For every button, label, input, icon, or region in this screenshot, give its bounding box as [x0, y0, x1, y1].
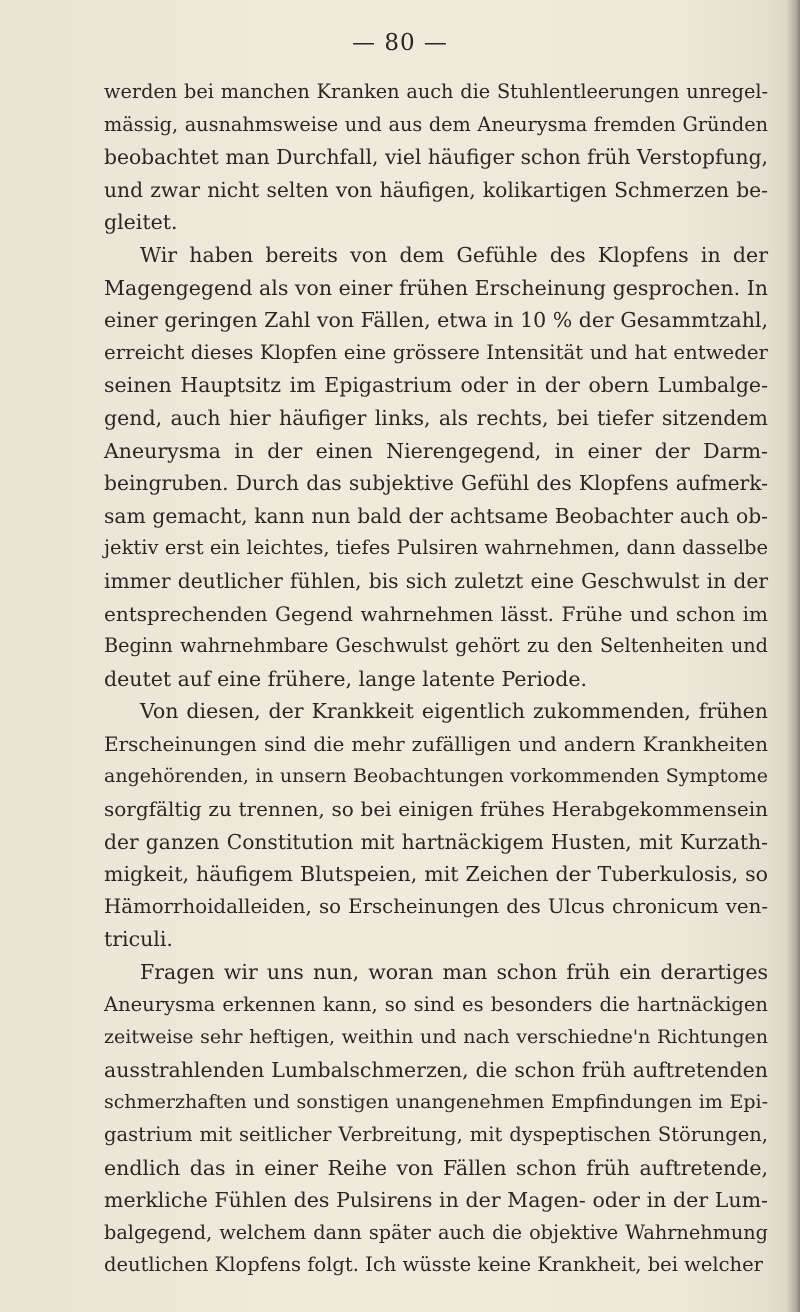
text-line: erreicht dieses Klopfen eine grössere Intensität und hat entweder [104, 340, 768, 364]
text-line: Hämorrhoidalleiden, so Erscheinungen des Ulcus chronicum ven- [104, 894, 768, 918]
text-line: deutlichen Klopfens folgt. Ich wüsste keine Krankheit, bei welcher [104, 1253, 763, 1277]
text-line: sorgfältig zu trennen, so bei einigen frühes Herabgekommensein [104, 797, 768, 822]
text-line: Magengegend als von einer frühen Erscheinung gesprochen. In [104, 275, 768, 300]
text-line: merkliche Fühlen des Pulsirens in der Magen- oder in der Lum- [104, 1188, 768, 1213]
text-line: gleitet. [104, 210, 178, 235]
text-line: Von diesen, der Krankkeit eigentlich zukommenden, frühen [140, 699, 768, 724]
text-line: triculi. [104, 927, 173, 952]
text-line: einer geringen Zahl von Fällen, etwa in 10 % der Gesammtzahl, [104, 308, 768, 333]
text-line: deutet auf eine frühere, lange latente Periode. [104, 666, 588, 691]
text-line: migkeit, häufigem Blutspeien, mit Zeichen der Tuberkulosis, so [104, 862, 768, 887]
text-line: Aneurysma in der einen Nierengegend, in einer der Darm- [104, 438, 768, 463]
text-line: Aneurysma erkennen kann, so sind es besonders die hartnäckigen [104, 992, 768, 1016]
text-line: sam gemacht, kann nun bald der achtsame Beobachter auch ob- [104, 503, 768, 528]
text-line: Beginn wahrnehmbare Geschwulst gehört zu den Seltenheiten und [104, 634, 768, 658]
page-edge-shadow [786, 0, 800, 1312]
text-line: mässig, ausnahmsweise und aus dem Aneurysma fremden Gründen [104, 112, 768, 136]
text-line: Erscheinungen sind die mehr zufälligen und andern Krankheiten [104, 731, 768, 756]
text-line: ausstrahlenden Lumbalschmerzen, die schon früh auftretenden [104, 1057, 768, 1082]
text-line: angehörenden, in unsern Beobachtungen vorkommenden Symptome [104, 765, 768, 788]
text-line: beingruben. Durch das subjektive Gefühl des Klopfens aufmerk- [104, 471, 768, 496]
text-line: endlich das in einer Reihe von Fällen schon früh auftretende, [104, 1155, 768, 1180]
text-line: und zwar nicht selten von häufigen, kolikartigen Schmerzen be- [104, 177, 768, 202]
text-line: schmerzhaften und sonstigen unangenehmen Empfindungen im Epi- [104, 1091, 768, 1114]
text-line: beobachtet man Durchfall, viel häufiger schon früh Verstopfung, [104, 145, 768, 170]
text-line: gend, auch hier häufiger links, als rechts, bei tiefer sitzendem [104, 405, 768, 430]
text-line: entsprechenden Gegend wahrnehmen lässt. Frühe und schon im [104, 601, 768, 626]
text-line: jektiv erst ein leichtes, tiefes Pulsiren wahrnehmen, dann dasselbe [104, 536, 768, 560]
text-line: Fragen wir uns nun, woran man schon früh ein derartiges [140, 960, 768, 985]
page-number: — 80 — [352, 30, 448, 56]
text-line: zeitweise sehr heftigen, weithin und nach verschiedne'n Richtungen [104, 1026, 768, 1049]
body-text [104, 76, 768, 1282]
text-line: Wir haben bereits von dem Gefühle des Klopfens in der [140, 242, 768, 267]
text-line: seinen Hauptsitz im Epigastrium oder in der obern Lumbalge- [104, 373, 768, 398]
text-line: werden bei manchen Kranken auch die Stuhlentleerungen unregel- [104, 80, 768, 103]
text-line: balgegend, welchem dann später auch die objektive Wahrnehmung [104, 1220, 768, 1244]
text-line: der ganzen Constitution mit hartnäckigem Husten, mit Kurzath- [104, 829, 768, 854]
text-line: gastrium mit seitlicher Verbreitung, mit dyspeptischen Störungen, [104, 1123, 768, 1146]
text-line: immer deutlicher fühlen, bis sich zuletzt eine Geschwulst in der [104, 568, 768, 593]
